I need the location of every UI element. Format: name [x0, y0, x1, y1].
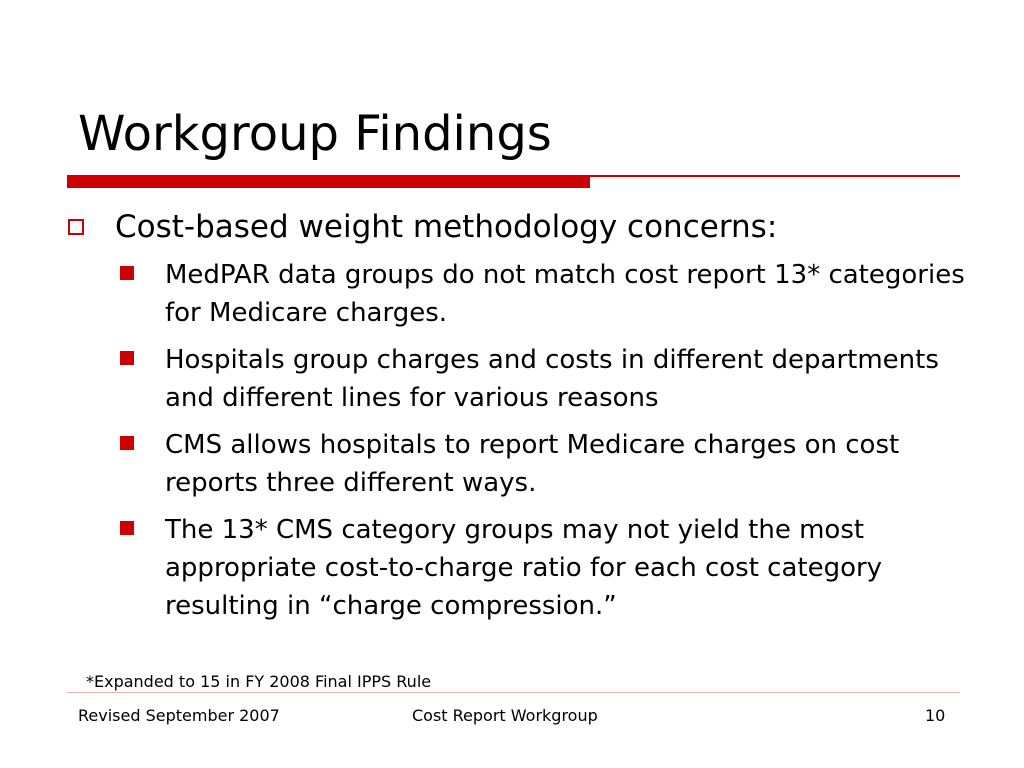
main-point-text: Cost-based weight methodology concerns:	[115, 209, 778, 245]
filled-square-bullet-icon	[120, 436, 134, 450]
title-underline-thick	[67, 175, 590, 188]
list-item-text: MedPAR data groups do not match cost report 13* categories for Medicare charges.	[165, 260, 965, 328]
list-item-text: The 13* CMS category groups may not yield the most appropriate cost-to-charge ratio for each cost category resulting in “charge compression.”	[165, 515, 883, 621]
title-underline-thin	[590, 175, 960, 177]
bullet-list	[120, 256, 970, 634]
list-item	[120, 341, 970, 417]
slide-title: Workgroup Findings	[78, 106, 552, 162]
list-item	[120, 511, 970, 625]
footer-divider	[67, 692, 960, 693]
footnote: *Expanded to 15 in FY 2008 Final IPPS Rule	[86, 672, 432, 691]
filled-square-bullet-icon	[120, 351, 134, 365]
hollow-square-bullet-icon	[68, 219, 84, 235]
list-item	[120, 256, 970, 332]
footer-date: Revised September 2007	[78, 706, 280, 725]
filled-square-bullet-icon	[120, 521, 134, 535]
footer-title: Cost Report Workgroup	[412, 706, 598, 725]
list-item-text: CMS allows hospitals to report Medicare charges on cost reports three different ways.	[165, 430, 900, 498]
list-item-text: Hospitals group charges and costs in different departments and different lines for various reasons	[165, 345, 939, 413]
filled-square-bullet-icon	[120, 266, 134, 280]
list-item	[120, 426, 970, 502]
page-number: 10	[925, 706, 946, 725]
